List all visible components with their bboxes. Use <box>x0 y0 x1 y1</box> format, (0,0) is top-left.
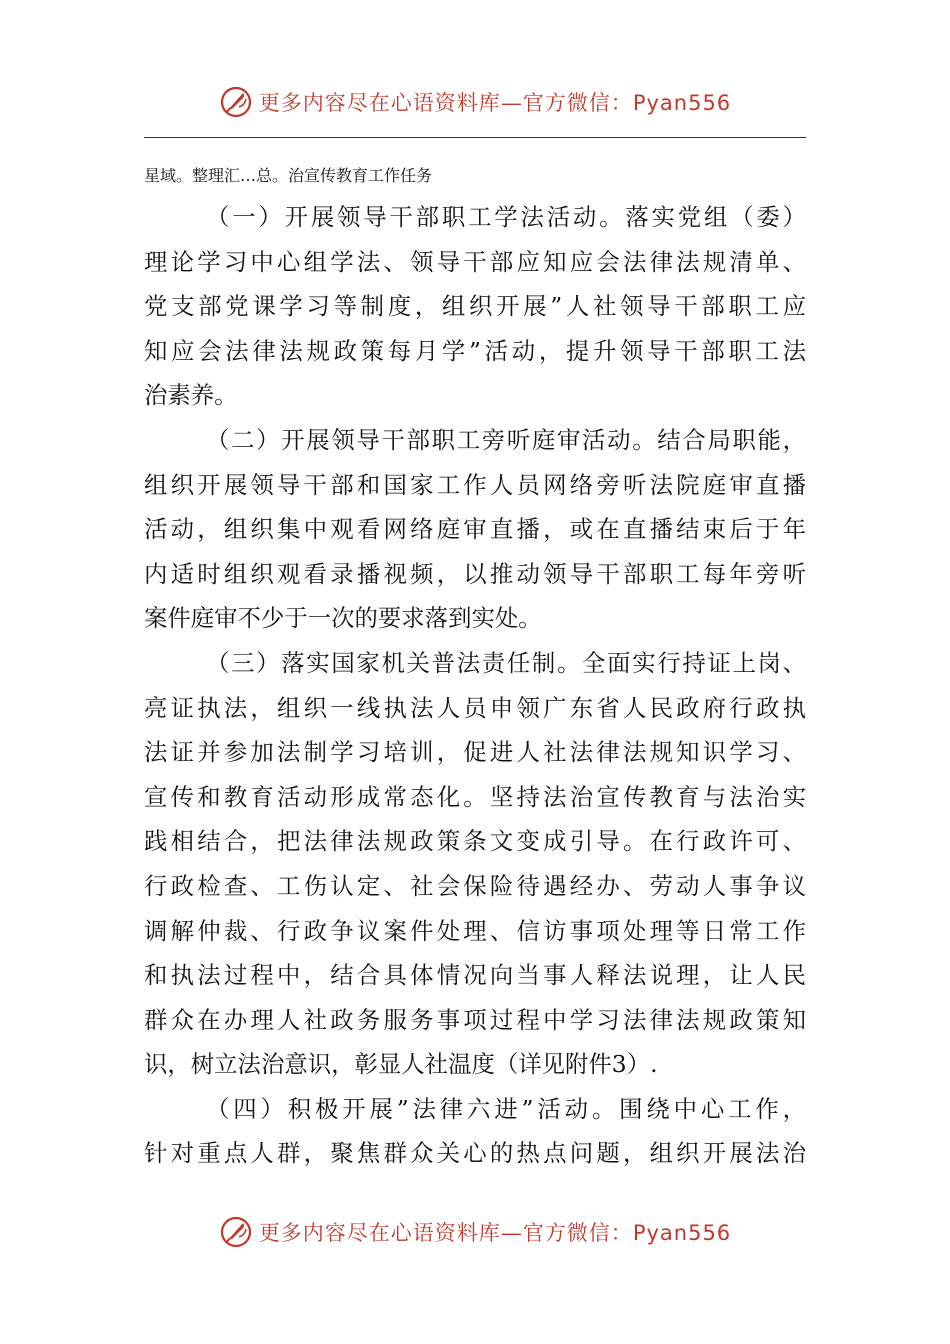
paragraph-2-line-4: 内适时组织观看录播视频，以推动领导干部职工每年旁听 <box>144 559 806 588</box>
paragraph-1-line-4: 知应会法律法规政策每月学”活动，提升领导干部职工法 <box>144 336 806 365</box>
quill-logo-icon <box>219 1215 253 1249</box>
paragraph-3-line-5: 践相结合，把法律法规政策条文变成引导。在行政许可、 <box>144 827 806 856</box>
banner-separator: — <box>500 91 523 115</box>
paragraph-3-line-10: 识，树立法治意识，彰显人社温度（详见附件3）. <box>144 1050 658 1079</box>
banner-wechat-id: Pyan556 <box>632 1221 732 1245</box>
running-head: 星域。整理汇…总。治宣传教育工作任务 <box>144 166 433 185</box>
paragraph-3-line-7: 调解仲裁、行政争议案件处理、信访事项处理等日常工作 <box>144 916 806 945</box>
paragraph-3-line-2: 亮证执法，组织一线执法人员申领广东省人民政府行政执 <box>144 693 806 722</box>
banner-brand: 更多内容尽在心语资料库 <box>258 1221 501 1245</box>
banner-brand: 更多内容尽在心语资料库 <box>258 91 501 115</box>
paragraph-4-line-1: （四）积极开展”法律六进”活动。围绕中心工作， <box>206 1094 806 1123</box>
document-body <box>144 195 806 1176</box>
paragraph-2-line-2: 组织开展领导干部和国家工作人员网络旁听法院庭审直播 <box>144 470 806 499</box>
banner-wechat-id: Pyan556 <box>632 91 732 115</box>
banner-wechat-label: 官方微信： <box>522 91 633 115</box>
header-divider <box>144 137 806 138</box>
header-banner-text <box>259 87 731 117</box>
paragraph-1-line-2: 理论学习中心组学法、领导干部应知应会法律法规清单、 <box>144 247 806 276</box>
paragraph-3-line-3: 法证并参加法制学习培训，促进人社法律法规知识学习、 <box>144 738 806 767</box>
paragraph-3-line-4: 宣传和教育活动形成常态化。坚持法治宣传教育与法治实 <box>144 782 806 811</box>
paragraph-1-line-1: （一）开展领导干部职工学法活动。落实党组（委） <box>206 203 806 231</box>
paragraph-2-line-1: （二）开展领导干部职工旁听庭审活动。结合局职能， <box>206 425 806 454</box>
paragraph-2-line-3: 活动，组织集中观看网络庭审直播，或在直播结束后于年 <box>144 515 806 544</box>
footer-banner <box>0 1212 950 1252</box>
header-banner <box>0 82 950 122</box>
banner-separator: — <box>500 1221 523 1245</box>
paragraph-3-line-9: 群众在办理人社政务服务事项过程中学习法律法规政策知 <box>144 1005 806 1034</box>
paragraph-1-line-5: 治素养。 <box>144 381 238 410</box>
banner-wechat-label: 官方微信： <box>522 1221 633 1245</box>
footer-banner-text <box>259 1217 731 1247</box>
quill-logo-icon <box>219 85 253 119</box>
paragraph-3-line-1: （三）落实国家机关普法责任制。全面实行持证上岗、 <box>206 648 806 677</box>
paragraph-2-line-5: 案件庭审不少于一次的要求落到实处。 <box>144 604 542 633</box>
paragraph-3-line-8: 和执法过程中，结合具体情况向当事人释法说理，让人民 <box>144 961 806 990</box>
paragraph-4-line-2: 针对重点人群，聚焦群众关心的热点问题，组织开展法治 <box>144 1139 806 1168</box>
paragraph-3-line-6: 行政检查、工伤认定、社会保险待遇经办、劳动人事争议 <box>144 871 806 900</box>
paragraph-1-line-3: 党支部党课学习等制度，组织开展”人社领导干部职工应 <box>144 292 806 321</box>
